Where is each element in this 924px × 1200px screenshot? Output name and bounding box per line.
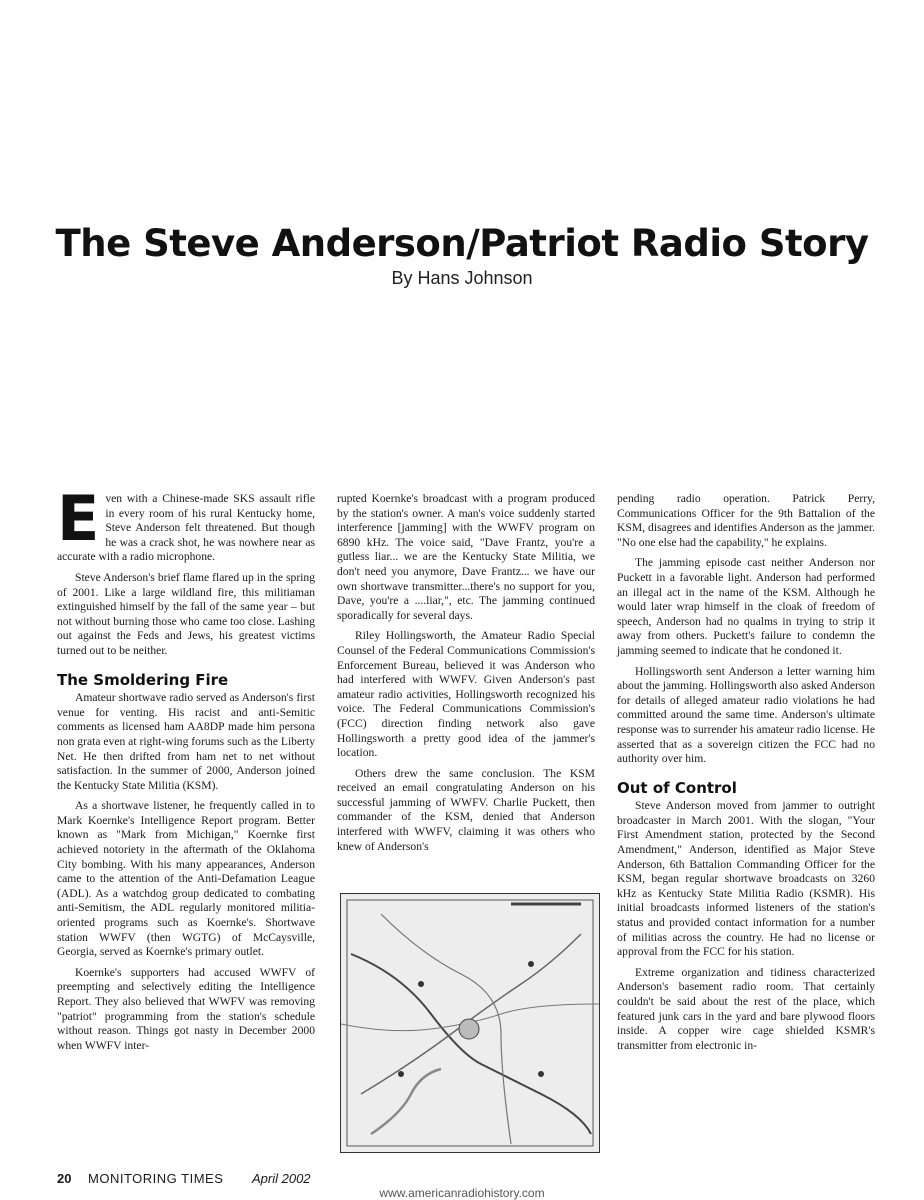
watermark-url: www.americanradiohistory.com bbox=[379, 1186, 545, 1200]
paragraph: Koernke's supporters had accused WWFV of preempting and selectively editing the Intelligence Report. They also believed that WWFV was removing "patriot" programming from the station's schedule without reason. Things got nasty in December 2000 when WWFV inter- bbox=[57, 965, 315, 1052]
issue-date: April 2002 bbox=[252, 1171, 311, 1186]
section-heading: The Smoldering Fire bbox=[57, 670, 229, 689]
paragraph: Riley Hollingsworth, the Amateur Radio Special Counsel of the Federal Communications Commission's Enforcement Bureau, believed it was Anderson who had interfered with WWFV. Given Anderson's past amateur radio activities, Hollingsworth recognized his voice. The Federal Communications Commission's (FCC) direction finding network also gave Hollingsworth a pretty good idea of the jammer's location. bbox=[337, 629, 595, 760]
page-number: 20 bbox=[57, 1171, 72, 1186]
paragraph: Extreme organization and tidiness characterized Anderson's basement radio room. That certainly couldn't be said about the rest of the place, which featured junk cars in the yard and bare plywood floors inside. A copper wire cage shielded KSMR's transmitter from electronic in- bbox=[617, 965, 875, 1052]
column-3 bbox=[617, 492, 875, 1059]
map-illustration bbox=[341, 894, 599, 1152]
paragraph: Steve Anderson's brief flame flared up in the spring of 2001. Like a large wildland fire, this militiaman extinguished himself by the fall of the same year – but not without burning those who came too close. Lashing out against the Feds and Jews, his greatest victims turned out to be neither. bbox=[57, 570, 315, 657]
paragraph: rupted Koernke's broadcast with a program produced by the station's owner. A man's voice suddenly started interference [jamming] with the WWFV program on 6890 kHz. The voice said, "Dave Frantz, you're a gutless liar... we are the Kentucky State Militia, we don't need you anymore, Dave Frantz... we have our own shortwave transmitter...there's no support for you, Dave, you're a ....liar,", etc. The jamming continued sporadically for several days. bbox=[337, 492, 595, 622]
paragraph: Hollingsworth sent Anderson a letter warning him about the jamming. Hollingsworth also asked Anderson for details of alleged amateur radio violations he had committed around the same time. Anderson's ultimate response was to surrender his amateur radio license. He asserted that as a sovereign citizen the FCC had no authority over him. bbox=[617, 664, 875, 766]
paragraph: pending radio operation. Patrick Perry, Communications Officer for the 9th Battalion of the KSM, disagrees and identifies Anderson as the jammer. "No one else had the capability," he explains. bbox=[617, 492, 875, 549]
section-heading: Out of Control bbox=[617, 778, 737, 797]
drop-cap: E bbox=[57, 482, 100, 555]
column-2 bbox=[337, 492, 595, 860]
paragraph: Amateur shortwave radio served as Anderson's first venue for venting. His racist and anti-Semitic comments as licensed ham AA8DP made him persona non grata even at right-wing forums such as the Liberty Net. He then drifted from ham net to net without satisfaction. In the summer of 2000, Anderson joined the Kentucky State Militia (KSM). bbox=[57, 691, 315, 792]
magazine-name: MONITORING TIMES bbox=[88, 1171, 224, 1186]
article-byline: By Hans Johnson bbox=[391, 268, 533, 288]
paragraph: Even with a Chinese-made SKS assault rifle in every room of his rural Kentucky home, Steve Anderson felt threatened. But though he was a crack shot, he was nowhere near as accurate with a radio microphone. bbox=[57, 482, 315, 564]
article-title: The Steve Anderson/Patriot Radio Story bbox=[55, 222, 869, 265]
paragraph: Steve Anderson moved from jammer to outright broadcaster in March 2001. With the slogan, "Your First Amendment station, protected by the Second Amendment," Anderson, identified as Major Steve Anderson, 6th Battalion Commanding Officer for the KSM, began regular shortwave broadcasts on 3260 kHz as Kentucky State Militia Radio (KSMR). His initial broadcasts informed listeners of the station's status and provided contact information for a number of militias across the country. He had no license or approval from the FCC for his station. bbox=[617, 799, 875, 959]
paragraph: The jamming episode cast neither Anderson nor Puckett in a favorable light. Anderson had performed an illegal act in the name of the KSM. Although he would later wrap himself in the cloak of freedom of speech, Anderson had no qualms in trying to strip it away from others. Puckett's failure to condemn the jamming seemed to indicate that he condoned it. bbox=[617, 556, 875, 657]
paragraph: Others drew the same conclusion. The KSM received an email congratulating Anderson on his successful jamming of WWFV. Charlie Puckett, then commander of the KSM, denied that Anderson interfered with WWFV, claiming it was others who knew of Anderson's bbox=[337, 766, 595, 853]
paragraph: As a shortwave listener, he frequently called in to Mark Koernke's Intelligence Report program. Better known as "Mark from Michigan," Koernke first achieved notoriety in the aftermath of the Oklahoma City bombing. With his many appearances, Anderson came to the attention of the Anti-Defamation League (ADL). As a watchdog group dedicated to combating anti-Semitism, the ADL regularly monitored militia-oriented programs such as Koernke's. Shortwave station WWFV (then WGTG) of McCaysville, Georgia, served as Koernke's primary outlet. bbox=[57, 799, 315, 959]
map-image bbox=[340, 893, 600, 1153]
column-1 bbox=[57, 482, 315, 1059]
